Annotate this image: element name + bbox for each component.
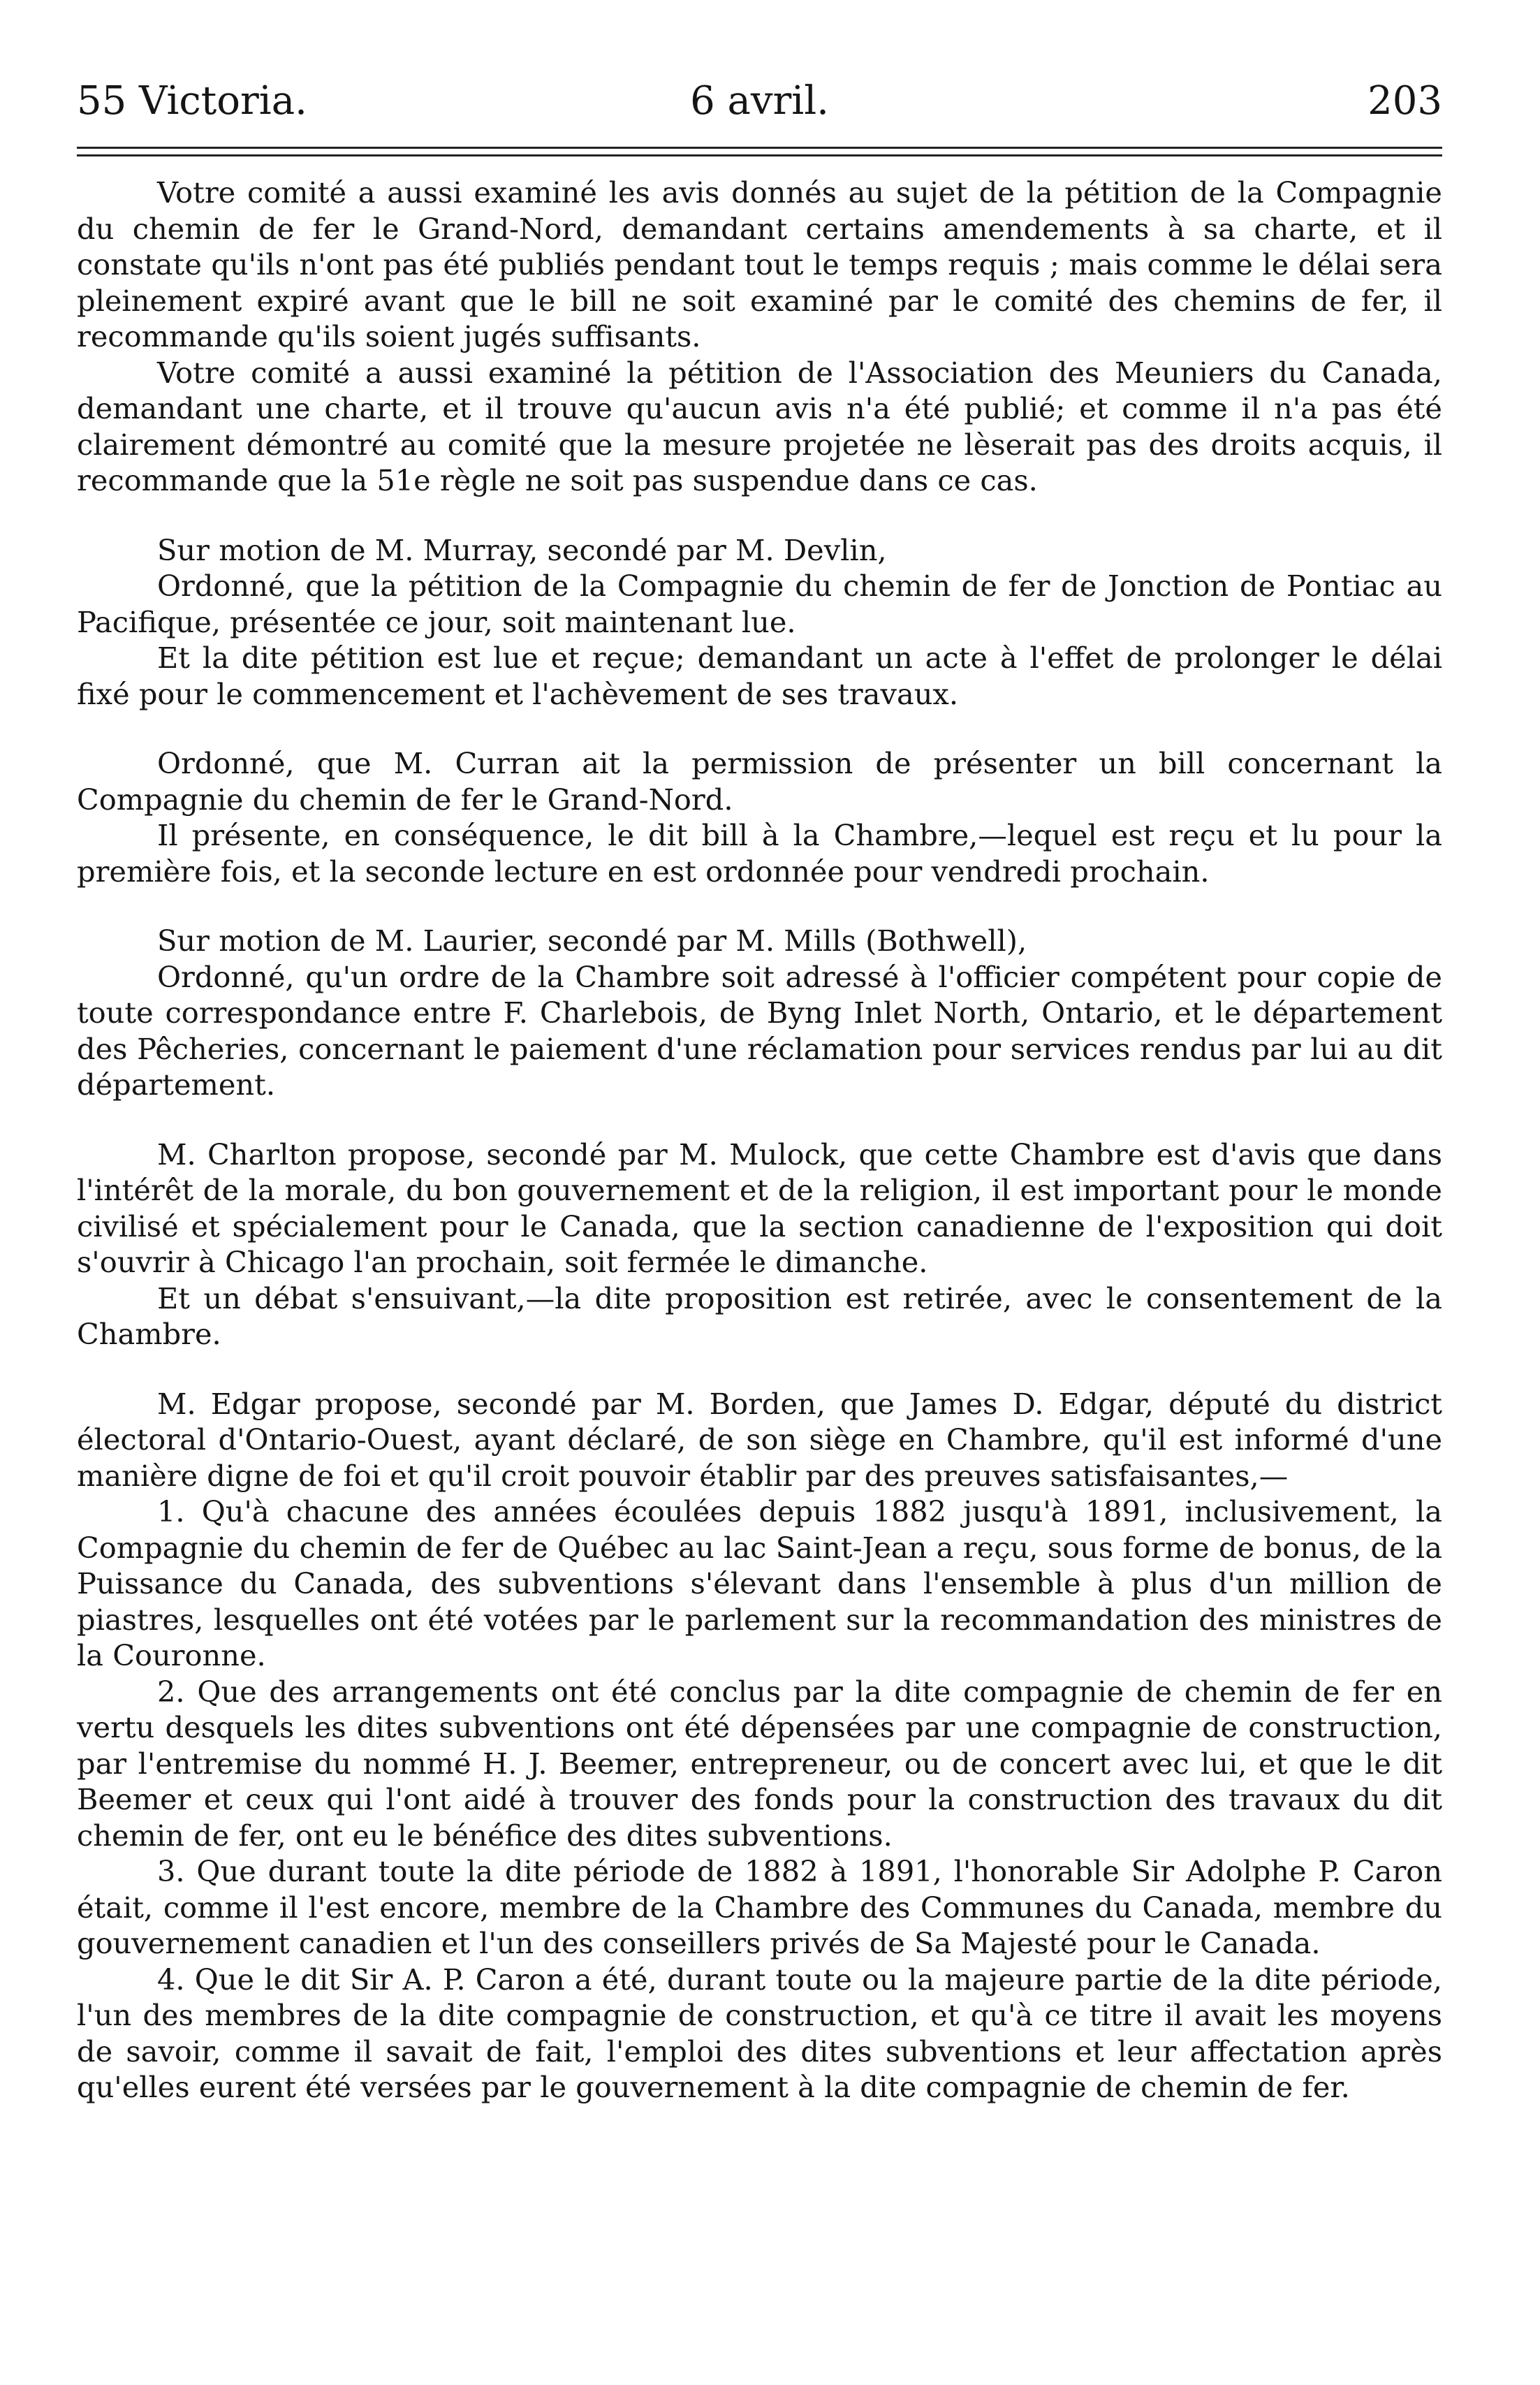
paragraph: Il présente, en conséquence, le dit bill à la Chambre,—lequel est reçu et lu pour la première fois, et la seconde lecture en est ordonnée pour vendredi prochain. xyxy=(77,818,1442,889)
header-rule-bottom xyxy=(77,154,1442,156)
header-rule-top xyxy=(77,147,1442,149)
paragraph: Votre comité a aussi examiné la pétition de l'Association des Meuniers du Canada, demandant une charte, et il trouve qu'aucun avis n'a été publié; et comme il n'a pas été clairement démontré au comité que la mesure projetée ne lèserait pas des droits acquis, il recommande que la 51e règle ne soit pas suspendue dans ce cas. xyxy=(77,355,1442,497)
header-session: 55 Victoria. xyxy=(77,78,307,124)
paragraph: M. Edgar propose, secondé par M. Borden, que James D. Edgar, député du district électoral d'Ontario-Ouest, ayant déclaré, de son siège en Chambre, qu'il est informé d'une manière digne de foi et qu'il croit pouvoir établir par des preuves satisfaisantes,— xyxy=(77,1386,1442,1493)
page-body xyxy=(77,175,1442,2106)
page-header xyxy=(77,70,1442,133)
header-date: 6 avril. xyxy=(690,78,829,124)
paragraph: 4. Que le dit Sir A. P. Caron a été, durant toute ou la majeure partie de la dite période, l'un des membres de la dite compagnie de construction, et qu'à ce titre il avait les moyens de savoir, comme il savait de fait, l'emploi des dites subventions et leur affectation après qu'elles eurent été versées par le gouvernement à la dite compagnie de chemin de fer. xyxy=(77,1962,1442,2104)
motion-charlton-block xyxy=(77,1137,1442,1352)
motion-laurier-block xyxy=(77,923,1442,1103)
motion-edgar-block xyxy=(77,1386,1442,2106)
paragraph: Ordonné, qu'un ordre de la Chambre soit adressé à l'officier compétent pour copie de toute correspondance entre F. Charlebois, de Byng Inlet North, Ontario, et le département des Pêcheries, concernant le paiement d'une réclamation pour services rendus par lui au dit département. xyxy=(77,959,1442,1102)
paragraph: Ordonné, que M. Curran ait la permission de présenter un bill concernant la Compagnie du chemin de fer le Grand-Nord. xyxy=(77,746,1442,817)
paragraph: 2. Que des arrangements ont été conclus par la dite compagnie de chemin de fer en vertu desquels les dites subventions ont été dépensées par une compagnie de construction, par l'entremise du nommé H. J. Beemer, entrepreneur, ou de concert avec lui, et que le dit Beemer et ceux qui l'ont aidé à trouver des fonds pour la construction des travaux du dit chemin de fer, ont eu le bénéfice des dites subventions. xyxy=(77,1674,1442,1853)
header-page-number: 203 xyxy=(1367,78,1442,124)
paragraph: Ordonné, que la pétition de la Compagnie du chemin de fer de Jonction de Pontiac au Pacifique, présentée ce jour, soit maintenant lue. xyxy=(77,569,1442,639)
paragraph: M. Charlton propose, secondé par M. Mulock, que cette Chambre est d'avis que dans l'intérêt de la morale, du bon gouvernement et de la religion, il est important pour le monde civilisé et spécialement pour le Canada, que la section canadienne de l'exposition qui doit s'ouvrir à Chicago l'an prochain, soit fermée le dimanche. xyxy=(77,1137,1442,1279)
paragraph: 3. Que durant toute la dite période de 1882 à 1891, l'honorable Sir Adolphe P. Caron était, comme il l'est encore, membre de la Chambre des Communes du Canada, membre du gouvernement canadien et l'un des conseillers privés de Sa Majesté pour le Canada. xyxy=(77,1854,1442,1960)
motion-murray-block xyxy=(77,532,1442,713)
paragraph: Votre comité a aussi examiné les avis donnés au sujet de la pétition de la Compagnie du chemin de fer le Grand-Nord, demandant certains amendements à sa charte, et il constate qu'ils n'ont pas été publiés pendant tout le temps requis ; mais comme le délai sera pleinement expiré avant que le bill ne soit examiné par le comité des chemins de fer, il recommande qu'ils soient jugés suffisants. xyxy=(77,175,1442,353)
paragraph: Sur motion de M. Laurier, secondé par M. Mills (Bothwell), xyxy=(157,924,1027,958)
committee-report-block xyxy=(77,175,1442,499)
paragraph: 1. Qu'à chacune des années écoulées depuis 1882 jusqu'à 1891, inclusivement, la Compagnie du chemin de fer de Québec au lac Saint-Jean a reçu, sous forme de bonus, de la Puissance du Canada, des subventions s'élevant dans l'ensemble à plus d'un million de piastres, lesquelles ont été votées par le parlement sur la recommandation des ministres de la Couronne. xyxy=(77,1494,1442,1672)
paragraph: Et un débat s'ensuivant,—la dite proposition est retirée, avec le consentement de la Chambre. xyxy=(77,1281,1442,1351)
paragraph: Et la dite pétition est lue et reçue; demandant un acte à l'effet de prolonger le délai fixé pour le commencement et l'achèvement de ses travaux. xyxy=(77,641,1442,711)
paragraph: Sur motion de M. Murray, secondé par M. Devlin, xyxy=(157,532,887,567)
bill-curran-block xyxy=(77,745,1442,889)
